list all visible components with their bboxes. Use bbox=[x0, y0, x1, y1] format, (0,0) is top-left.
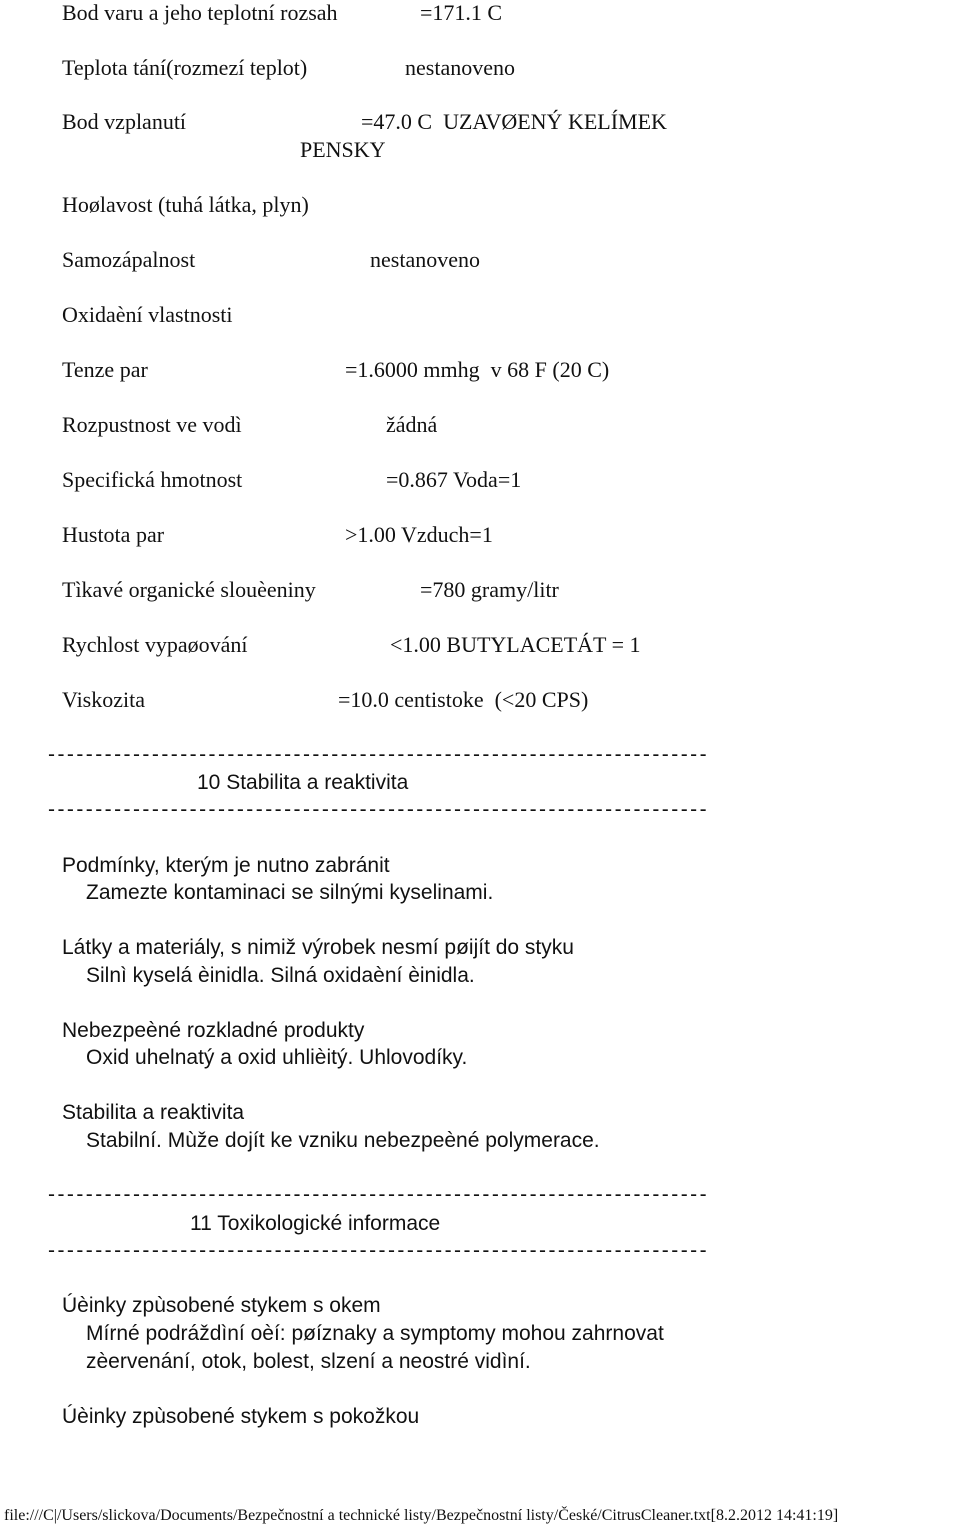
viscosity-label: Viskozita bbox=[62, 687, 145, 712]
section-11-heading: 11 Toxikologické informace bbox=[190, 1212, 441, 1235]
section-divider: ---------------------------------------------------------------------- bbox=[48, 743, 710, 766]
vapor-density-label: Hustota par bbox=[62, 522, 165, 547]
autoignition-value: nestanoveno bbox=[370, 247, 480, 272]
section-divider: ---------------------------------------------------------------------- bbox=[48, 1239, 710, 1262]
conditions-to-avoid-title: Podmínky, kterým je nutno zabránit bbox=[62, 854, 390, 877]
footer-url: file:///C|/Users/slickova/Documents/Bezpečnostní a technické listy/Bezpečnostní listy/České/CitrusCleaner.txt[8.2.2012 14:41:19] bbox=[4, 1507, 839, 1524]
flash-point-value: =47.0 C UZAVØENÝ KELÍMEK bbox=[361, 109, 667, 134]
water-solubility-value: žádná bbox=[386, 412, 438, 437]
vapor-density-value: >1.00 Vzduch=1 bbox=[345, 522, 493, 547]
water-solubility-label: Rozpustnost ve vodì bbox=[62, 412, 242, 437]
melting-point-label: Teplota tání(rozmezí teplot) bbox=[62, 55, 308, 80]
conditions-to-avoid-text: Zamezte kontaminaci se silnými kyselinami. bbox=[86, 881, 494, 904]
incompatible-materials-text: Silnì kyselá èinidla. Silná oxidaèní èinidla. bbox=[86, 964, 475, 987]
section-10-heading: 10 Stabilita a reaktivita bbox=[197, 771, 409, 794]
voc-content-value: =780 gramy/litr bbox=[420, 577, 559, 602]
decomposition-products-title: Nebezpeèné rozkladné produkty bbox=[62, 1019, 365, 1042]
boiling-point-label: Bod varu a jeho teplotní rozsah bbox=[62, 0, 338, 25]
vapor-pressure-value: =1.6000 mmhg v 68 F (20 C) bbox=[345, 357, 610, 382]
eye-contact-text: zèervenání, otok, bolest, slzení a neostré vidìní. bbox=[86, 1350, 531, 1373]
specific-gravity-label: Specifická hmotnost bbox=[62, 467, 243, 492]
melting-point-value: nestanoveno bbox=[405, 55, 515, 80]
flash-point-value-continued: PENSKY bbox=[300, 137, 386, 162]
specific-gravity-value: =0.867 Voda=1 bbox=[386, 467, 522, 492]
flammability-label: Hoølavost (tuhá látka, plyn) bbox=[62, 192, 309, 217]
skin-contact-title: Úèinky zpùsobené stykem s pokožkou bbox=[62, 1405, 420, 1428]
stability-title: Stabilita a reaktivita bbox=[62, 1101, 245, 1124]
autoignition-label: Samozápalnost bbox=[62, 247, 196, 272]
section-divider: ---------------------------------------------------------------------- bbox=[48, 798, 710, 821]
section-divider: ---------------------------------------------------------------------- bbox=[48, 1183, 710, 1206]
stability-text: Stabilní. Mùže dojít ke vzniku nebezpeèné polymerace. bbox=[86, 1129, 600, 1152]
flash-point-label: Bod vzplanutí bbox=[62, 109, 187, 134]
incompatible-materials-title: Látky a materiály, s nimiž výrobek nesmí pøijít do styku bbox=[62, 936, 574, 959]
voc-content-label: Tìkavé organické slouèeniny bbox=[62, 577, 316, 602]
evaporation-rate-label: Rychlost vypaøování bbox=[62, 632, 248, 657]
vapor-pressure-label: Tenze par bbox=[62, 357, 148, 382]
decomposition-products-text: Oxid uhelnatý a oxid uhlièitý. Uhlovodíky. bbox=[86, 1046, 468, 1069]
boiling-point-value: =171.1 C bbox=[420, 0, 503, 25]
oxidizing-properties-label: Oxidaèní vlastnosti bbox=[62, 302, 233, 327]
eye-contact-title: Úèinky zpùsobené stykem s okem bbox=[62, 1294, 381, 1317]
evaporation-rate-value: <1.00 BUTYLACETÁT = 1 bbox=[390, 632, 641, 657]
eye-contact-text: Mírné podráždìní oèí: pøíznaky a symptomy mohou zahrnovat bbox=[86, 1322, 664, 1345]
viscosity-value: =10.0 centistoke (<20 CPS) bbox=[338, 687, 589, 712]
